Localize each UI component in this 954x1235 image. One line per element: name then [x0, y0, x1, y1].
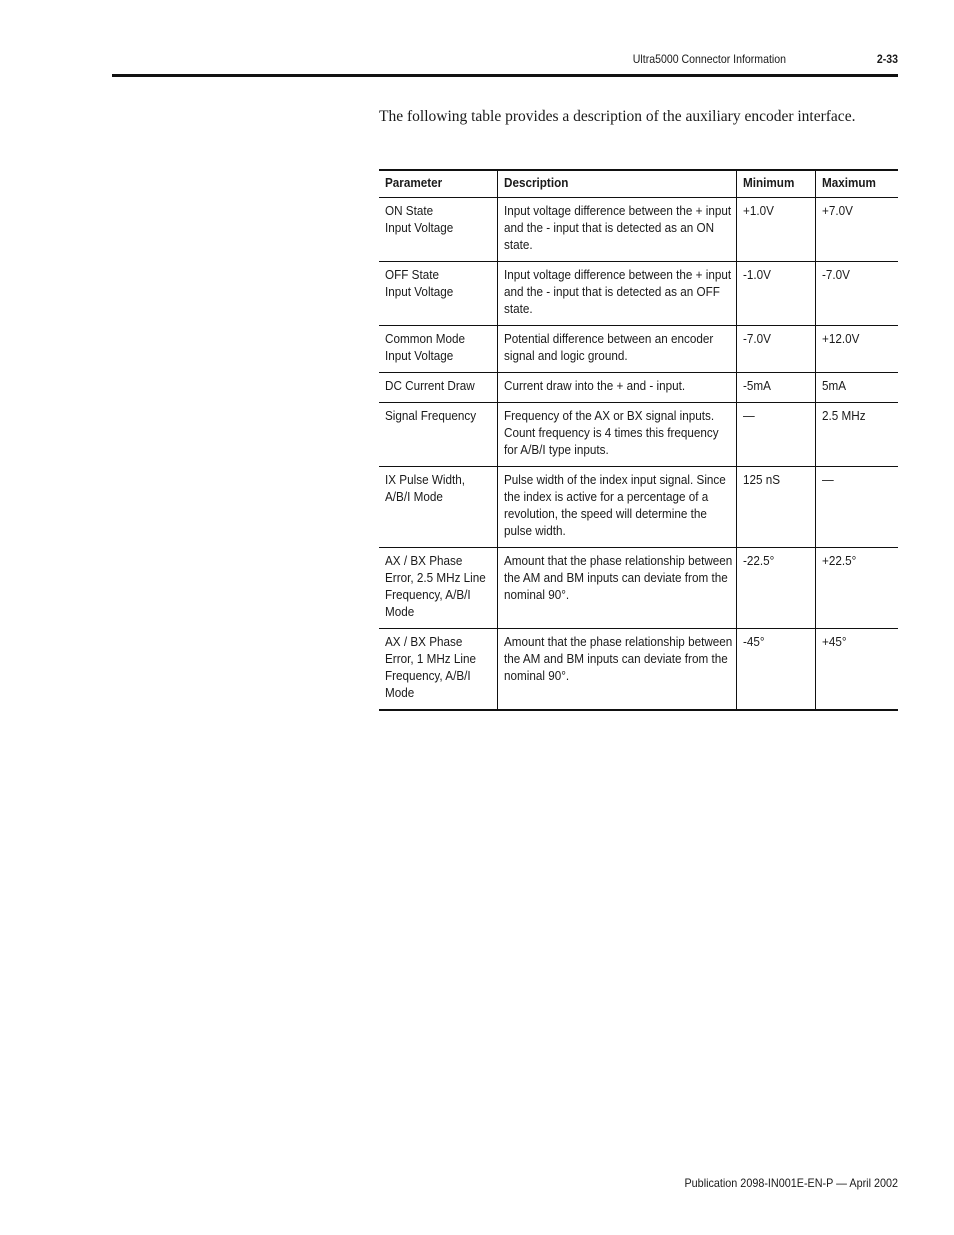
intro-paragraph: The following table provides a description of the auxiliary encoder interface.: [379, 108, 856, 125]
cell-parameter: AX / BX Phase Error, 1 MHz Line Frequency, A/B/I Mode: [385, 634, 477, 700]
cell-parameter: DC Current Draw: [385, 378, 475, 393]
column-header-minimum: Minimum: [737, 170, 816, 198]
cell-minimum: +1.0V: [737, 198, 816, 262]
cell-maximum: 2.5 MHz: [816, 403, 898, 467]
cell-parameter: IX Pulse Width, A/B/I Mode: [385, 472, 465, 504]
table-row: [379, 629, 898, 711]
table-row: [379, 403, 898, 467]
cell-description: Input voltage difference between the + input and the - input that is detected as an ON state.: [497, 198, 737, 262]
cell-minimum: -5mA: [737, 373, 816, 403]
table-row: [379, 326, 898, 373]
cell-minimum: -45°: [737, 629, 816, 711]
cell-description: Input voltage difference between the + input and the - input that is detected as an OFF state.: [497, 262, 737, 326]
cell-parameter: Signal Frequency: [385, 408, 477, 423]
table-row: [379, 467, 898, 548]
table-row: [379, 198, 898, 262]
column-header-maximum: Maximum: [816, 170, 898, 198]
cell-maximum: +7.0V: [816, 198, 898, 262]
cell-minimum: -22.5°: [737, 548, 816, 629]
cell-maximum: 5mA: [816, 373, 898, 403]
cell-description: Frequency of the AX or BX signal inputs. Count frequency is 4 times this frequency for A/B/I type inputs.: [497, 403, 737, 467]
table-header-row: [379, 170, 898, 198]
page-number: 2-33: [876, 52, 898, 66]
cell-description: Current draw into the + and - input.: [497, 373, 737, 403]
table-row: [379, 262, 898, 326]
publication-footer: Publication 2098-IN001E-EN-P — April 2002: [684, 1176, 898, 1190]
cell-minimum: -7.0V: [737, 326, 816, 373]
cell-minimum: —: [737, 403, 816, 467]
column-header-description: Description: [497, 170, 737, 198]
cell-parameter: OFF State Input Voltage: [385, 267, 454, 299]
cell-description: Amount that the phase relationship between the AM and BM inputs can deviate from the nominal 90°.: [497, 548, 737, 629]
cell-maximum: +12.0V: [816, 326, 898, 373]
running-header-title: Ultra5000 Connector Information: [632, 52, 786, 66]
column-header-parameter: Parameter: [385, 175, 443, 190]
cell-description: Potential difference between an encoder signal and logic ground.: [497, 326, 737, 373]
cell-maximum: -7.0V: [816, 262, 898, 326]
table-row: [379, 548, 898, 629]
cell-maximum: +45°: [816, 629, 898, 711]
cell-parameter: AX / BX Phase Error, 2.5 MHz Line Frequency, A/B/I Mode: [385, 553, 486, 619]
cell-maximum: +22.5°: [816, 548, 898, 629]
cell-minimum: -1.0V: [737, 262, 816, 326]
header-rule: [112, 74, 898, 77]
cell-parameter: Common Mode Input Voltage: [385, 331, 465, 363]
cell-minimum: 125 nS: [737, 467, 816, 548]
cell-description: Pulse width of the index input signal. Since the index is active for a percentage of a revolution, the speed will determine the pulse width.: [497, 467, 737, 548]
table-row: [379, 373, 898, 403]
cell-description: Amount that the phase relationship between the AM and BM inputs can deviate from the nominal 90°.: [497, 629, 737, 711]
encoder-interface-table: [379, 169, 898, 711]
cell-parameter: ON State Input Voltage: [385, 203, 454, 235]
cell-maximum: —: [816, 467, 898, 548]
